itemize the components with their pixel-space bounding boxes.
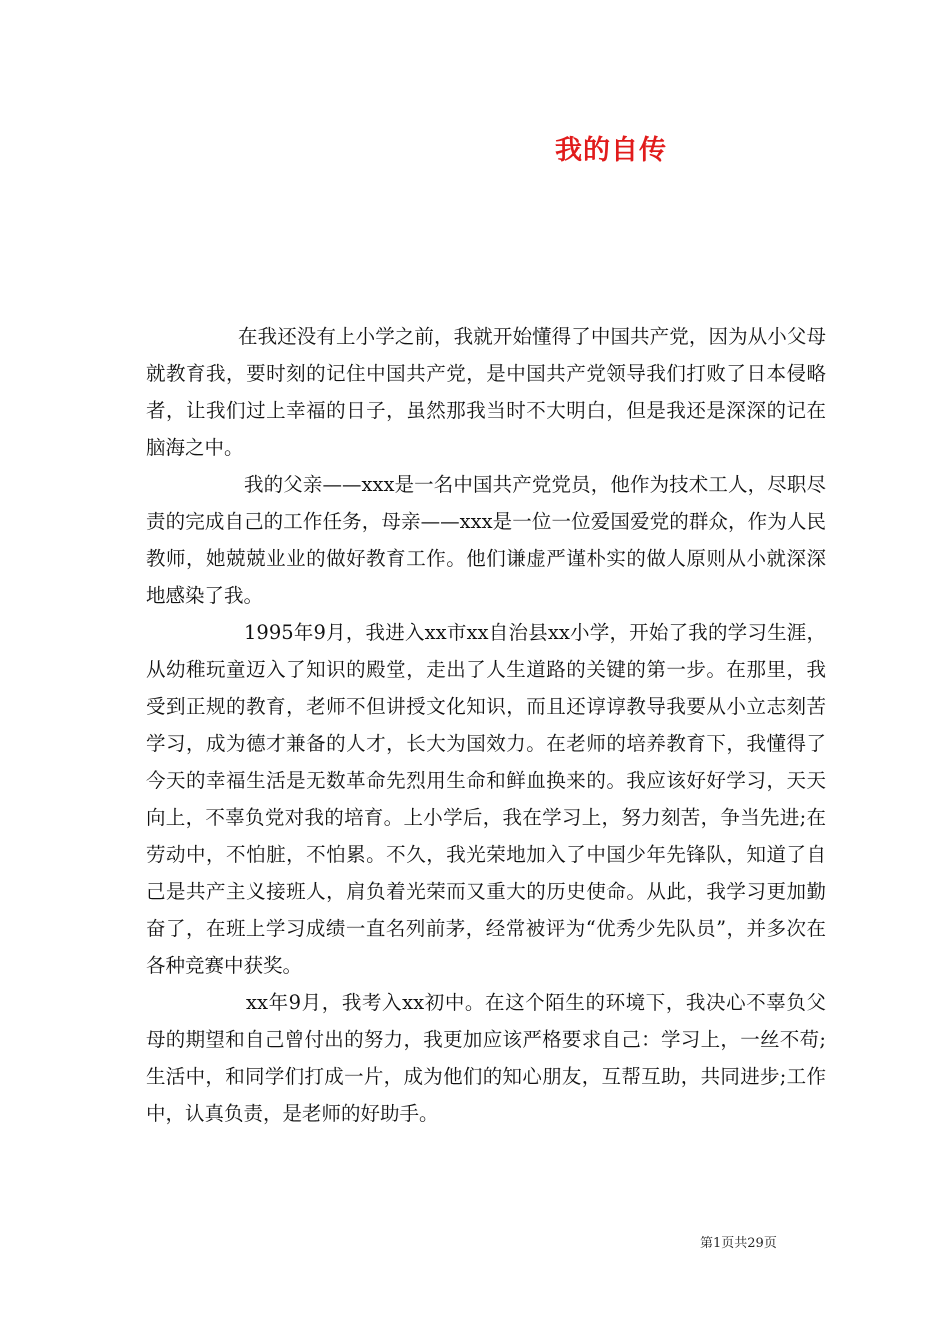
document-body — [146, 318, 826, 1132]
document-title: 我的自传 — [555, 135, 667, 166]
paragraph-3: 1995年9月，我进入xx市xx自治县xx小学，开始了我的学习生涯，从幼稚玩童迈入了知识的殿堂，走出了人生道路的关键的第一步。在那里，我受到正规的教育，老师不但讲授文化知识，而且还谆谆教导我要从小立志刻苦学习，成为德才兼备的人才，长大为国效力。在老师的培养教育下，我懂得了今天的幸福生活是无数革命先烈用生命和鲜血换来的。我应该好好学习，天天向上，不辜负党对我的培育。上小学后，我在学习上，努力刻苦，争当先进;在劳动中，不怕脏，不怕累。不久，我光荣地加入了中国少年先锋队，知道了自己是共产主义接班人，肩负着光荣而又重大的历史使命。从此，我学习更加勤奋了，在班上学习成绩一直名列前茅，经常被评为“优秀少先队员”，并多次在各种竞赛中获奖。 — [146, 621, 826, 977]
page-number-footer: 第1页共29页 — [700, 1236, 777, 1251]
paragraph-1: 在我还没有上小学之前，我就开始懂得了中国共产党，因为从小父母就教育我，要时刻的记住中国共产党，是中国共产党领导我们打败了日本侵略者，让我们过上幸福的日子，虽然那我当时不大明白，但是我还是深深的记在脑海之中。 — [146, 325, 826, 459]
paragraph-4: xx年9月，我考入xx初中。在这个陌生的环境下，我决心不辜负父母的期望和自己曾付出的努力，我更加应该严格要求自己：学习上，一丝不苟;生活中，和同学们打成一片，成为他们的知心朋友，互帮互助，共同进步;工作中，认真负责，是老师的好助手。 — [146, 991, 826, 1125]
paragraph-2: 我的父亲——xxx是一名中国共产党党员，他作为技术工人，尽职尽责的完成自己的工作任务，母亲——xxx是一位一位爱国爱党的群众，作为人民教师，她兢兢业业的做好教育工作。他们谦虚严谨朴实的做人原则从小就深深地感染了我。 — [146, 473, 826, 607]
